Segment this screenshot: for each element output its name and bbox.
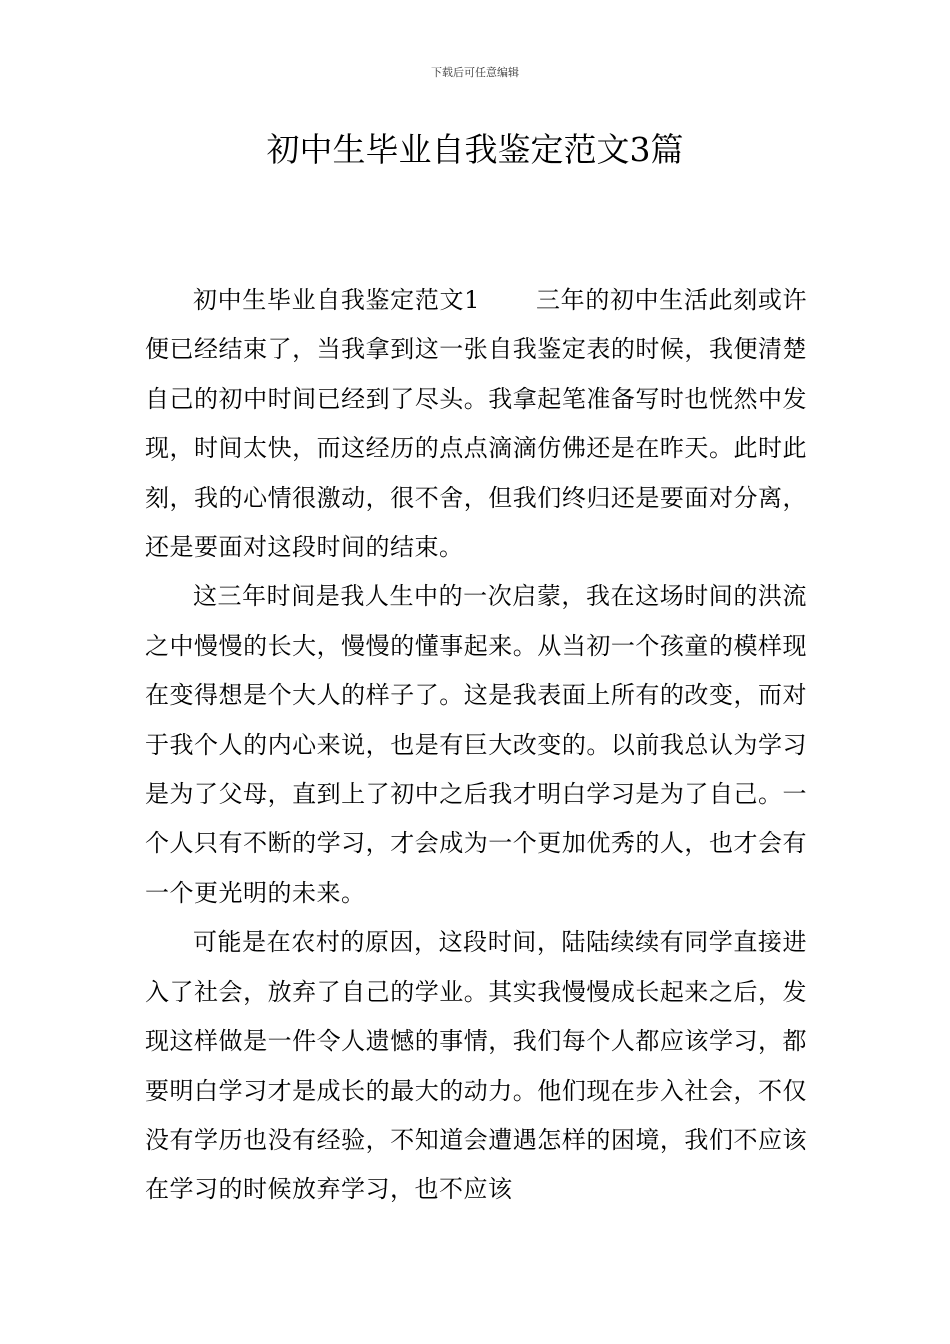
- header-note: 下载后可任意编辑: [431, 66, 519, 79]
- paragraph-1: [145, 276, 807, 572]
- paragraph-2: 这三年时间是我人生中的一次启蒙，我在这场时间的洪流之中慢慢的长大，慢慢的懂事起来。从当初一个孩童的模样现在变得想是个大人的样子了。这是我表面上所有的改变，而对于我个人的内心来说，也是有巨大改变的。以前我总认为学习是为了父母，直到上了初中之后我才明白学习是为了自己。一个人只有不断的学习，才会成为一个更加优秀的人，也才会有一个更光明的未来。: [145, 582, 807, 907]
- section-heading: 初中生毕业自我鉴定范文1: [193, 286, 480, 314]
- document-title: 初中生毕业自我鉴定范文3篇: [266, 130, 684, 169]
- paragraph-1-text: 三年的初中生活此刻或许便已经结束了，当我拿到这一张自我鉴定表的时候，我便清楚自己的初中时间已经到了尽头。我拿起笔准备写时也恍然中发现，时间太快，而这经历的点点滴滴仿佛还是在昨天。此时此刻，我的心情很激动，很不舍，但我们终归还是要面对分离，还是要面对这段时间的结束。: [145, 286, 807, 562]
- document-body: [145, 276, 807, 1215]
- paragraph-3: 可能是在农村的原因，这段时间，陆陆续续有同学直接进入了社会，放弃了自己的学业。其实我慢慢成长起来之后，发现这样做是一件令人遗憾的事情，我们每个人都应该学习，都要明白学习才是成长的最大的动力。他们现在步入社会，不仅没有学历也没有经验，不知道会遭遇怎样的困境，我们不应该在学习的时候放弃学习，也不应该: [145, 928, 807, 1204]
